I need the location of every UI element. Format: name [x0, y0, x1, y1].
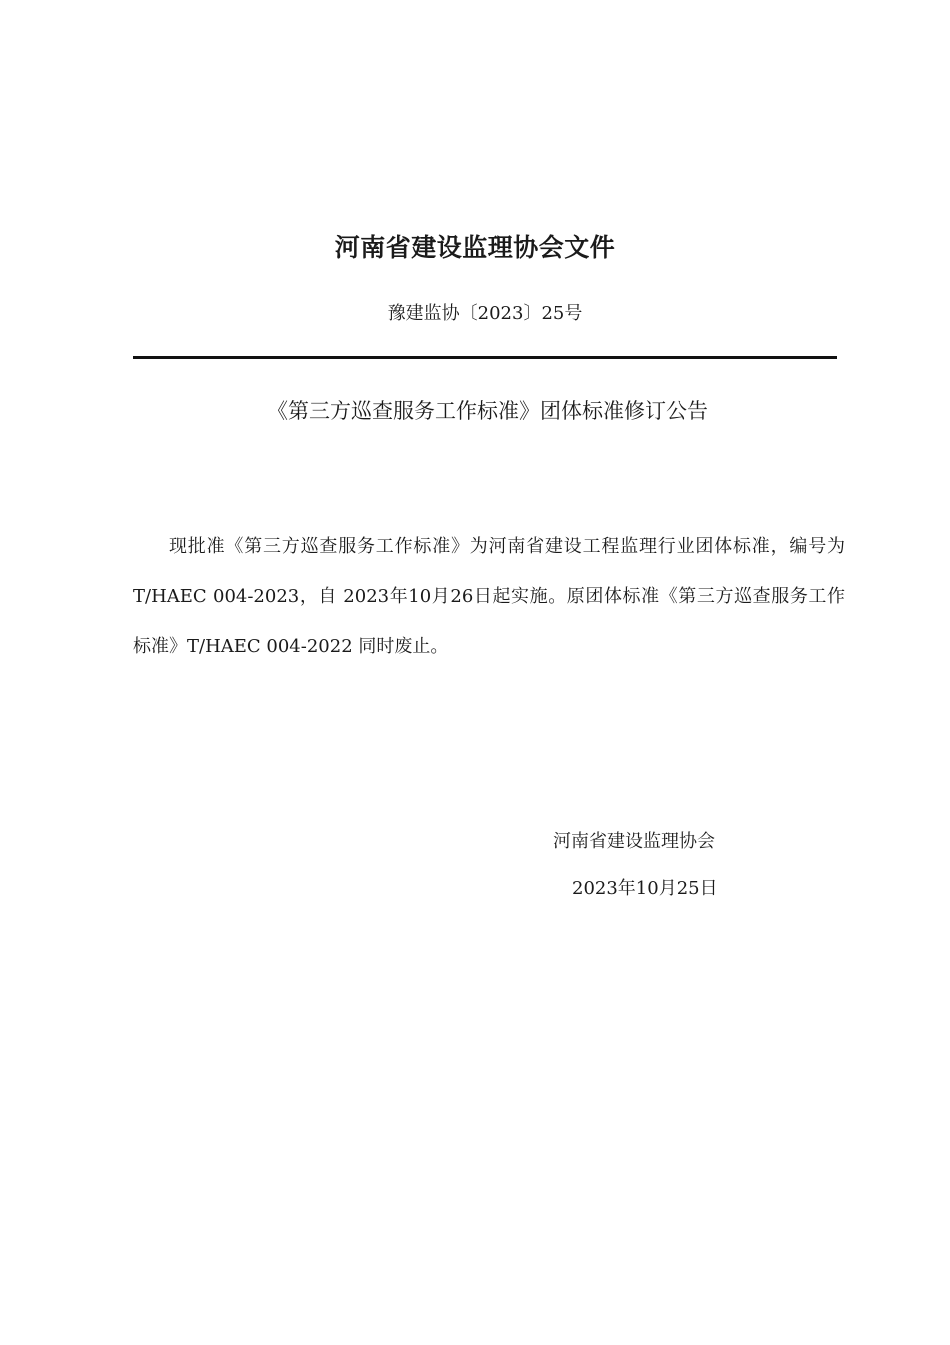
- signature-organization: 河南省建设监理协会: [553, 831, 715, 852]
- org-title: 河南省建设监理协会文件: [334, 233, 616, 262]
- doc-number: 豫建监协〔2023〕25号: [387, 303, 583, 324]
- notice-title: 《第三方巡查服务工作标准》团体标准修订公告: [267, 399, 708, 423]
- notice-body: 现批准《第三方巡查服务工作标准》为河南省建设工程监理行业团体标准，编号为 T/HAEC 004-2023，自 2023年10月26日起实施。原团体标准《第三方巡查服务工作标准》T/HAEC 004-2022 同时废止。: [133, 536, 845, 657]
- header-divider: [133, 356, 837, 359]
- signature-date: 2023年10月25日: [572, 878, 718, 899]
